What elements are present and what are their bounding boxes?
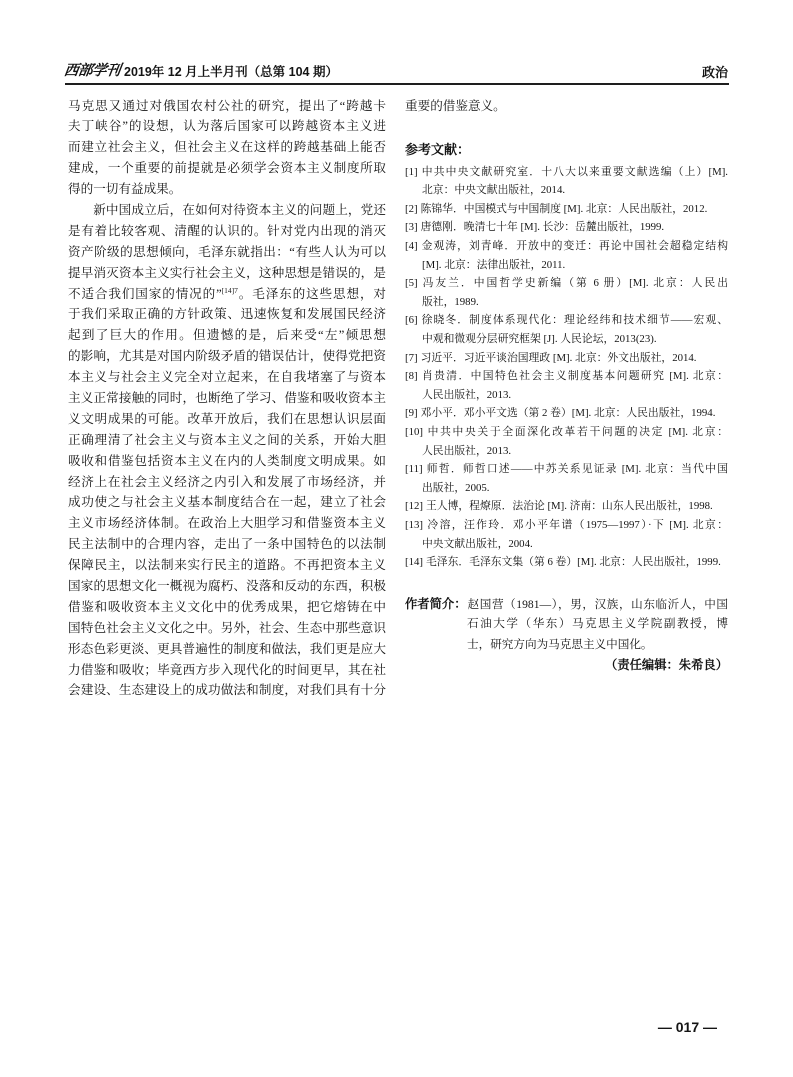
reference-text: 陈锦华．中国模式与中国制度 [M]. 北京：人民出版社，2012. (420, 202, 708, 215)
references-list (405, 163, 728, 572)
reference-number: [3] (405, 221, 418, 234)
reference-line (405, 237, 728, 256)
body-line: 保障民主，以法制来实行民主的道路。不再把资本主义 (68, 558, 386, 573)
left-column (68, 96, 386, 702)
paragraph-1 (68, 96, 386, 200)
reference-item (405, 367, 728, 404)
line-text: 。毛泽东的这些思想，对 (237, 286, 387, 301)
body-line: 是有着比较客观、清醒的认识的。针对党内出现的消灭 (68, 223, 386, 238)
body-line: 民主法制中的合理内容，走出了一条中国特色的以法制 (68, 537, 386, 552)
body-line: 的影响，尤其是对国内阶级矛盾的错误估计，使得党把资 (68, 349, 386, 364)
reference-line: 出版社，2005. (422, 481, 490, 494)
author-bio (405, 594, 728, 656)
body-line: 成功使之与社会主义基本制度结合在一起，建立了社会 (68, 495, 386, 510)
reference-text: 师哲．师哲口述——中苏关系见证录 [M]. 北京：当代中国 (425, 463, 728, 476)
reference-item (405, 460, 728, 497)
reference-line (405, 200, 728, 219)
author-bio-line: 石油大学（华东）马克思主义学院副教授，博 (467, 617, 728, 631)
reference-text: 中共中央文献研究室．十八大以来重要文献选编（上）[M]. (420, 165, 728, 178)
reference-number: [8] (405, 370, 418, 383)
reference-number: [11] (405, 463, 423, 476)
reference-number: [12] (405, 500, 423, 513)
body-line: 力借鉴和吸收；毕竟西方步入现代化的时间更早，其在社 (68, 662, 386, 677)
reference-number: [9] (405, 407, 418, 420)
reference-line (405, 516, 728, 535)
section-label: 政治 (701, 65, 728, 80)
reference-text: 中共中央关于全面深化改革若干问题的决定 [M]. 北京： (426, 426, 728, 438)
reference-line (405, 218, 728, 237)
body-line: 得的一切有益成果。 (68, 182, 182, 197)
reference-line: 人民出版社，2013. (422, 388, 512, 401)
reference-number: [6] (405, 314, 418, 327)
reference-number: [1] (405, 165, 418, 178)
reference-number: [2] (405, 202, 418, 215)
right-column (405, 96, 728, 117)
reference-number: [7] (405, 351, 418, 364)
reference-item (405, 163, 728, 200)
reference-line (405, 349, 728, 368)
journal-logo: 西部学刊 (62, 63, 122, 79)
reference-line: 中央文献出版社，2004. (422, 537, 533, 550)
responsible-editor: （责任编辑：朱希良） (605, 658, 728, 672)
reference-line: 版社，1989. (422, 295, 479, 308)
page-number: — 017 — (657, 1019, 717, 1035)
reference-line (405, 163, 728, 182)
author-bio-line (405, 594, 728, 615)
reference-item (405, 274, 728, 311)
body-line: 于我们采取正确的方针政策、迅速恢复和发展国民经济 (68, 307, 386, 322)
body-line: 起到了巨大的作用。但遗憾的是，后来受“左”倾思想 (68, 328, 386, 343)
reference-number: [13] (405, 518, 423, 531)
reference-text: 邓小平．邓小平文选（第 2 卷）[M]. 北京：人民出版社，1994. (420, 407, 716, 420)
reference-text: 毛泽东．毛泽东文集（第 6 卷）[M]. 北京：人民出版社，1999. (426, 556, 721, 569)
body-line: 重要的借鉴意义。 (405, 98, 506, 113)
body-line: 义文明成果的可能。改革开放后，我们在思想认识层面 (68, 411, 386, 426)
body-line: 提早消灭资本主义实行社会主义，这种思想是错误的，是 (68, 265, 386, 280)
reference-text: 徐晓冬．制度体系现代化：理论经纬和技术细节——宏观、 (420, 314, 728, 327)
issue-info: 2019年 12 月上半月刊（总第 104 期） (124, 65, 338, 79)
reference-line (405, 553, 728, 572)
body-line-with-citation (68, 284, 386, 305)
reference-line: 中观和微观分层研究框架 [J]. 人民论坛，2013(23). (422, 333, 657, 346)
reference-item (405, 218, 728, 237)
reference-item (405, 237, 728, 274)
reference-number: [4] (405, 240, 418, 253)
reference-line (405, 423, 728, 442)
body-line: 主义正常接触的同时，也断绝了学习、借鉴和吸收资本主 (68, 390, 386, 405)
body-line: 国家的思想文化一概视为腐朽、没落和反动的东西，积极 (68, 578, 386, 593)
author-bio-text: 赵国营（1981—），男，汉族，山东临沂人，中国 (467, 597, 728, 611)
body-line: 经济上在社会主义经济之内引入和发展了市场经济，并 (68, 474, 386, 489)
body-line: 正确理清了社会主义与资本主义之间的关系，开始大胆 (68, 432, 386, 447)
reference-item (405, 200, 728, 219)
reference-item (405, 497, 728, 516)
author-bio-line: 士，研究方向为马克思主义中国化。 (467, 637, 653, 651)
reference-line: [M]. 北京：法律出版社，2011. (422, 258, 566, 271)
header-rule (65, 83, 729, 85)
line-text: 不适合我们国家的情况的” (68, 286, 222, 301)
body-line: 建成，一个重要的前提就是必须学会资本主义制度所取 (68, 161, 386, 176)
reference-text: 肖贵清．中国特色社会主义制度基本问题研究 [M]. 北京： (420, 370, 728, 383)
citation-marker: [14]7 (221, 285, 238, 295)
body-line: 本主义与社会主义完全对立起来，在自我堵塞了与资本 (68, 370, 386, 385)
reference-line (405, 367, 728, 386)
body-line: 马克思又通过对俄国农村公社的研究，提出了“跨越卡 (68, 98, 386, 113)
paragraph-2 (68, 200, 386, 701)
reference-line (405, 460, 728, 479)
body-line: 会建设、生态建设上的成功做法和制度，对我们具有十分 (68, 683, 386, 698)
reference-item (405, 404, 728, 423)
body-line: 而建立社会主义，但社会主义在这样的跨越基础上能否 (68, 140, 386, 155)
reference-line: 北京：中央文献出版社，2014. (422, 184, 566, 197)
reference-text: 冯友兰．中国哲学史新编（第 6 册）[M]. 北京：人民出 (420, 277, 728, 290)
reference-text: 金观涛，刘青峰．开放中的变迁：再论中国社会超稳定结构 (420, 240, 728, 253)
reference-line: 人民出版社，2013. (422, 444, 512, 457)
reference-text: 冷溶，汪作玲．邓小平年谱（1975—1997）·下 [M]. 北京： (426, 518, 728, 531)
body-line: 国特色社会主义文化之中。另外，社会、生态中那些意识 (68, 620, 386, 635)
body-line: 吸收和借鉴包括资本主义在内的人类制度文明成果。如 (68, 453, 386, 468)
body-line: 夫丁峡谷”的设想，认为落后国家可以跨越资本主义进 (68, 119, 386, 134)
body-line: 借鉴和吸收资本主义文化中的优秀成果，把它熔铸在中 (68, 599, 386, 614)
reference-number: [14] (405, 556, 423, 569)
reference-number: [5] (405, 277, 418, 290)
reference-item (405, 553, 728, 572)
reference-text: 唐德刚．晚清七十年 [M]. 长沙：岳麓出版社，1999. (420, 221, 665, 234)
reference-item (405, 349, 728, 368)
body-line: 形态色彩更淡、更具普遍性的制度和做法，我们更是应大 (68, 641, 386, 656)
reference-item (405, 516, 728, 553)
reference-item (405, 423, 728, 460)
reference-line (405, 404, 728, 423)
author-bio-label: 作者简介： (405, 596, 467, 611)
reference-item (405, 311, 728, 348)
reference-line (405, 274, 728, 293)
reference-line (405, 311, 728, 330)
reference-text: 习近平．习近平谈治国理政 [M]. 北京：外文出版社，2014. (420, 351, 697, 364)
body-line: 资产阶级的思想倾向，毛泽东就指出：“有些人认为可以 (68, 244, 386, 259)
reference-text: 王人博，程燎原．法治论 [M]. 济南：山东人民出版社，1998. (426, 500, 713, 513)
references-heading: 参考文献： (405, 142, 471, 157)
reference-number: [10] (405, 426, 423, 438)
reference-line (405, 497, 728, 516)
body-line: 新中国成立后，在如何对待资本主义的问题上，党还 (93, 202, 386, 217)
body-line: 主义市场经济体制。在政治上大胆学习和借鉴资本主义 (68, 516, 386, 531)
